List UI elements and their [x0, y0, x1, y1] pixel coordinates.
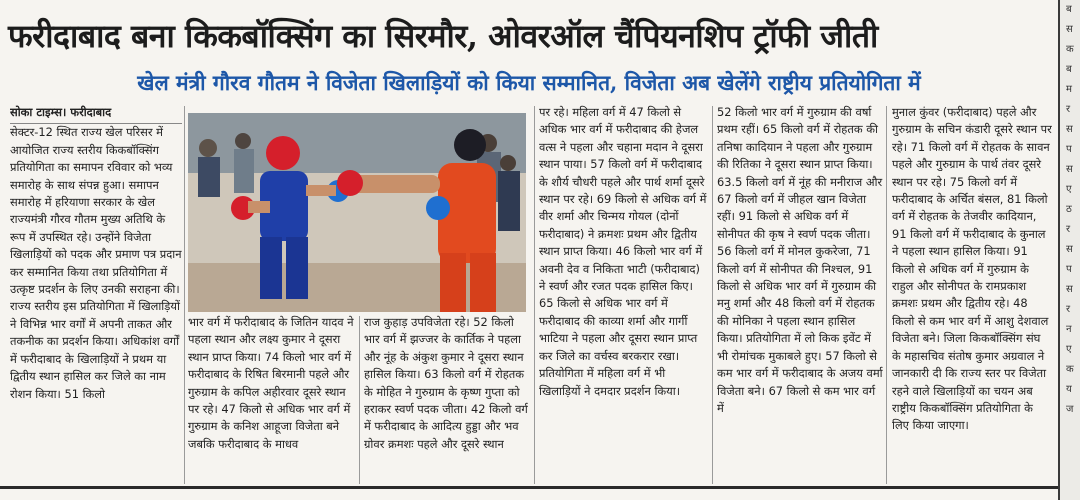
column-6-text: मुनाल कुंवर (फरीदाबाद) पहले और गुरुग्राम के सचिन कंडारी दूसरे स्थान पर रहे। 71 किलो वर्ग में रोहतक के सावन पहले और गुरुग्राम के पार्थ तंवर दूसरे स्थान पर रहे। 75 किलो वर्ग में फरीदाबाद के अर्चित बंसल, 81 किलो वर्ग में रोहतक के तेजवीर कादियान, 91 किलो वर्ग में फरीदाबाद के कुनाल ने पहला स्थान हासिल किया। 91 किलो से अधिक वर्ग में गुरुग्राम के राहुल और सोनीपत के रामप्रकाश क्रमशः प्रथम और द्वितीय रहे। 48 किलो से कम भार वर्ग में आशु देशवाल विजेता बने। जिला किकबॉक्सिंग संघ के महासचिव संतोष कुमार अग्रवाल ने जानकारी दी कि राज्य स्तर पर विजेता रहने वाले खिलाड़ियों का चयन अब राष्ट्रीय किकबॉक्सिंग प्रतियोगिता के लिए किया जाएगा। — [892, 105, 1052, 433]
headline: फरीदाबाद बना किकबॉक्सिंग का सिरमौर, ओवरऑल चैंपियनशिप ट्रॉफी जीती — [8, 17, 878, 55]
adjacent-fragment: प — [1066, 144, 1072, 155]
article-column-3 — [364, 314, 530, 484]
adjacent-fragment: र — [1066, 104, 1071, 115]
article-column-4 — [539, 104, 709, 482]
article-column-6 — [892, 104, 1052, 482]
adjacent-fragment: स — [1066, 244, 1073, 255]
adjacent-fragment: ए — [1066, 184, 1072, 195]
adjacent-fragment: म — [1066, 84, 1072, 95]
kickboxing-photo-art — [188, 113, 526, 312]
column-divider — [184, 106, 185, 484]
adjacent-fragment: ब — [1066, 64, 1072, 75]
column-1-text: सेक्टर-12 स्थित राज्य खेल परिसर में आयोजित राज्य स्तरीय किकबॉक्सिंग प्रतियोगिता का समापन रविवार को भव्य समारोह के साथ संपन्न हुआ। समापन समारोह में हरियाणा सरकार के खेल राज्यमंत्री गौरव गौतम मुख्य अतिथि के रूप में उपस्थित रहे। उन्होंने विजेता खिलाड़ियों को पदक और प्रमाण पत्र प्रदान कर सम्मानित किया तथा प्रतियोगिता में उत्कृष्ट प्रदर्शन के लिए उनकी सराहना की। राज्य स्तरीय इस प्रतियोगिता में खिलाड़ियों ने विभिन्न भार वर्गों में अपनी ताकत और तकनीक का प्रदर्शन किया। अधिकांश वर्गों में फरीदाबाद के खिलाड़ियों ने प्रथम या द्वितीय स्थान हासिल कर जिले का नाम रोशन किया। 51 किलो — [10, 125, 182, 401]
adjacent-fragment: न — [1066, 324, 1072, 335]
subheadline: खेल मंत्री गौरव गौतम ने विजेता खिलाड़ियों को किया सम्मानित, विजेता अब खेलेंगे राष्ट्रीय प्रतियोगिता में — [137, 70, 921, 95]
column-divider — [359, 316, 360, 484]
adjacent-fragment: स — [1066, 24, 1073, 35]
adjacent-fragment: क — [1066, 364, 1074, 375]
article-column-5 — [717, 104, 883, 482]
column-2-text: भार वर्ग में फरीदाबाद के जितिन यादव ने पहला स्थान और लक्ष्य कुमार ने दूसरा स्थान प्राप्त किया। 74 किलो भार वर्ग में फरीदाबाद के रिषित बिरमानी पहले और गुरुग्राम के कपिल अहीरवार दूसरे स्थान पर रहे। 47 किलो से अधिक भार वर्ग में गुरुग्राम के कनिश आहूजा विजेता बने जबकि फरीदाबाद के माधव — [188, 315, 354, 451]
column-divider — [712, 106, 713, 484]
adjacent-fragment: ए — [1066, 344, 1072, 355]
article-column-1 — [10, 104, 182, 482]
adjacent-fragment: क — [1066, 44, 1074, 55]
adjacent-fragment: य — [1066, 384, 1072, 395]
adjacent-fragment: स — [1066, 164, 1073, 175]
column-divider — [534, 106, 535, 484]
adjacent-fragment: ब — [1066, 4, 1072, 15]
adjacent-fragment: प — [1066, 264, 1072, 275]
bottom-rule — [0, 486, 1058, 489]
column-5-text: 52 किलो भार वर्ग में गुरुग्राम की वर्षा प्रथम रहीं। 65 किलो वर्ग में रोहतक की तनिषा कादियान ने पहला और गुरुग्राम की रितिका ने दूसरा स्थान प्राप्त किया। 63.5 किलो वर्ग में नूंह की मनीराज और 67 किलो वर्ग में जीहल खान विजेता रहीं। 91 किलो से अधिक वर्ग में सोनीपत की कृष ने स्वर्ण पदक जीता। 56 किलो वर्ग में मोनल कुकरेजा, 71 किलो वर्ग में सोनीपत की निश्चल, 91 किलो से अधिक भार वर्ग में गुरुग्राम की मनु शर्मा और 48 किलो वर्ग में रोहतक की मोनिका ने पहला स्थान हासिल किया। प्रतियोगिता में लो किक इवेंट में भी रोमांचक मुकाबले हुए। 57 किलो से कम भार वर्ग में फरीदाबाद के अजय वर्मा विजेता बने। 67 किलो से कम भार वर्ग में — [717, 105, 883, 415]
column-divider — [886, 106, 887, 484]
adjacent-fragment: स — [1066, 124, 1073, 135]
kickboxing-photo — [188, 113, 526, 312]
adjacent-fragment: स — [1066, 284, 1073, 295]
byline: सोका टाइम्स। फरीदाबाद — [10, 104, 182, 124]
adjacent-fragment: ठ — [1066, 204, 1072, 215]
column-4-text: पर रहे। महिला वर्ग में 47 किलो से अधिक भार वर्ग में फरीदाबाद की हेजल वत्स ने पहला और चहाना मदान ने दूसरा स्थान पाया। 57 किलो वर्ग में फरीदाबाद के शौर्य चौधरी पहले और पार्थ शर्मा दूसरे स्थान पर रहे। 69 किलो से अधिक वर्ग में वीर शर्मा और चिन्मय गोयल (दोनों फरीदाबाद) ने क्रमशः प्रथम और द्वितीय स्थान प्राप्त किया। 46 किलो भार वर्ग में अवनी देव व निकिता भाटी (फरीदाबाद) ने स्वर्ण और रजत पदक हासिल किए। 65 किलो से अधिक भार वर्ग में फरीदाबाद की काव्या शर्मा और गार्गी भाटिया ने पहला और दूसरा स्थान प्राप्त कर जिले का वर्चस्व बरकरार रखा। प्रतियोगिता में महिला वर्ग में भी खिलाड़ियों ने दमदार प्रदर्शन किया। — [539, 105, 707, 398]
article-column-2 — [188, 314, 356, 484]
adjacent-article-strip — [1058, 0, 1080, 500]
adjacent-fragment: र — [1066, 224, 1071, 235]
adjacent-fragment: ज — [1066, 404, 1074, 415]
column-3-text: राज कुहाड़ उपविजेता रहे। 52 किलो भार वर्ग में झज्जर के कार्तिक ने पहला और नूंह के अंकुश कुमार ने दूसरा स्थान हासिल किया। 63 किलो वर्ग में रोहतक के मोहित ने गुरुग्राम के कृष्ण गुप्ता को हराकर स्वर्ण पदक जीता। 42 किलो वर्ग में फरीदाबाद के आदित्य हुड्डा और भव ग्रोवर क्रमशः पहले और दूसरे स्थान — [364, 315, 528, 451]
adjacent-fragment: र — [1066, 304, 1071, 315]
